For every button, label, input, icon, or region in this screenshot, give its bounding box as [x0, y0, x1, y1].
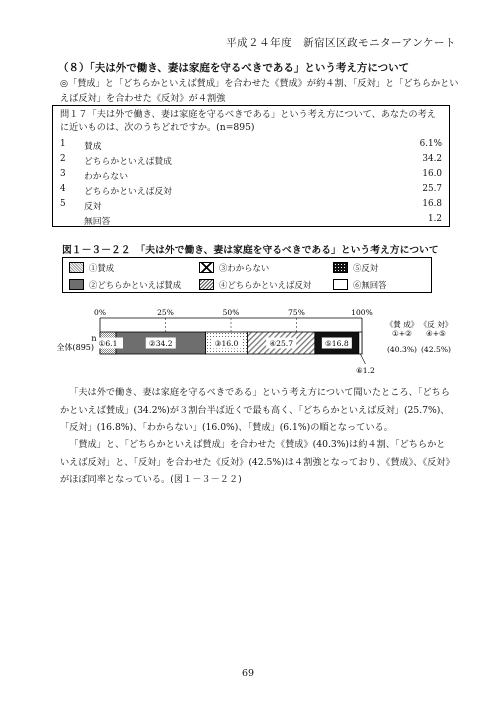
- option-value: 16.8: [422, 199, 442, 209]
- bar-label: ⑤16.8: [324, 339, 349, 348]
- option-label: 賛成: [84, 142, 102, 152]
- summary-header: 《賛 成》: [385, 320, 419, 329]
- legend-item: [199, 277, 311, 292]
- legend-label: ④どちらかといえば反対: [219, 279, 312, 290]
- leader-line: [360, 354, 365, 364]
- option-value: 6.1%: [419, 139, 442, 149]
- legend-swatch: [199, 262, 214, 273]
- bar-segment: [359, 332, 362, 354]
- option-label: わからない: [84, 172, 128, 182]
- legend-swatch: [333, 262, 348, 273]
- option-row: [60, 214, 442, 229]
- legend-label: ⑤反対: [353, 262, 379, 273]
- option-label: どちらかといえば賛成: [84, 157, 172, 167]
- legend-label: ⑥無回答: [353, 279, 387, 290]
- option-number: 4: [60, 184, 66, 194]
- body-paragraph: 「夫は外で働き、妻は家庭を守るべきである」という考え方について聞いたところ、「どちらかといえば賛成」(34.2%)が３割台半ば近くで最も高く、「どちらかといえば反対」(25.7%)、「反対」(16.8%)、「わからない」(16.0%)、「賛成」(6.1%)の順となっている。: [60, 387, 450, 433]
- legend-item: [333, 260, 378, 275]
- legend-item: [333, 277, 387, 292]
- option-value: 1.2: [428, 214, 442, 224]
- summary-value: (40.3%): [386, 345, 418, 354]
- figure-title: 図１－３－２２ 「夫は外で働き、妻は家庭を守るべきである」という考え方について: [62, 245, 439, 256]
- tick-label: 100%: [351, 308, 373, 317]
- option-label: どちらかといえば反対: [84, 187, 172, 197]
- option-row: [60, 199, 442, 214]
- tick-label: 0%: [94, 308, 106, 317]
- legend-swatch: [333, 279, 348, 290]
- n-label: n: [91, 334, 97, 343]
- body-paragraph: 「賛成」と、「どちらかといえば賛成」を合わせた《賛成》(40.3%)は約４割、「どちらかといえば反対」と、「反対」を合わせた《反対》(42.5%)は４割強となっており、《賛成》、《反対》がほぼ同率となっている。(図１－３－２２): [60, 439, 451, 485]
- option-row: [60, 139, 442, 154]
- option-value: 16.0: [422, 169, 442, 179]
- page-number: 69: [241, 668, 255, 679]
- tick-label: 75%: [288, 308, 305, 317]
- chart-legend: [62, 257, 432, 293]
- legend-swatch: [199, 279, 214, 290]
- legend-label: ②どちらかといえば賛成: [89, 279, 182, 290]
- legend-item: [199, 260, 269, 275]
- option-row: [60, 184, 442, 199]
- summary-text: ◎「賛成」と「どちらかといえば賛成」を合わせた《賛成》が約４割、「反対」と「どちらかといえば反対」を合わせた《反対》が４割強: [60, 78, 459, 104]
- tick-label: 25%: [157, 308, 174, 317]
- legend-swatch: [69, 279, 84, 290]
- summary-subheader: ①+②: [392, 329, 412, 338]
- legend-item: [69, 260, 114, 275]
- legend-swatch: [69, 262, 84, 273]
- option-value: 34.2: [422, 154, 442, 164]
- bar-label: ②34.2: [148, 339, 173, 348]
- summary-header: 《反 対》: [419, 320, 453, 329]
- summary-value: (42.5%): [420, 345, 452, 354]
- bar-label: ③16.0: [214, 339, 239, 348]
- option-number: 5: [60, 199, 66, 209]
- question-box: [52, 105, 450, 227]
- option-number: 1: [60, 139, 66, 149]
- option-label: 無回答: [84, 217, 111, 227]
- page-header: 平成２４年度 新宿区区政モニターアンケート: [226, 37, 456, 49]
- section-title: （８）「夫は外で働き、妻は家庭を守るべきである」という考え方について: [58, 62, 410, 74]
- legend-label: ①賛成: [89, 262, 115, 273]
- legend-item: [69, 277, 181, 292]
- bar-label: ⑥1.2: [355, 366, 375, 375]
- tick-label: 50%: [222, 308, 240, 317]
- question-text: 問１７「夫は外で働き、妻は家庭を守るべきである」という考え方について、あなたの考えに近いものは、次のうちどれですか。(n=895): [60, 109, 436, 133]
- option-row: [60, 154, 442, 169]
- option-number: 2: [60, 154, 66, 164]
- option-label: 反対: [84, 202, 102, 212]
- legend-label: ③わからない: [219, 262, 270, 273]
- option-number: 3: [60, 169, 66, 179]
- stacked-bar-chart: [0, 300, 496, 380]
- category-label: 全体(895): [56, 343, 94, 352]
- bar-label: ①6.1: [98, 339, 118, 348]
- option-row: [60, 169, 442, 184]
- summary-subheader: ④+⑤: [426, 329, 446, 338]
- option-value: 25.7: [422, 184, 442, 194]
- bar-label: ④25.7: [269, 339, 294, 348]
